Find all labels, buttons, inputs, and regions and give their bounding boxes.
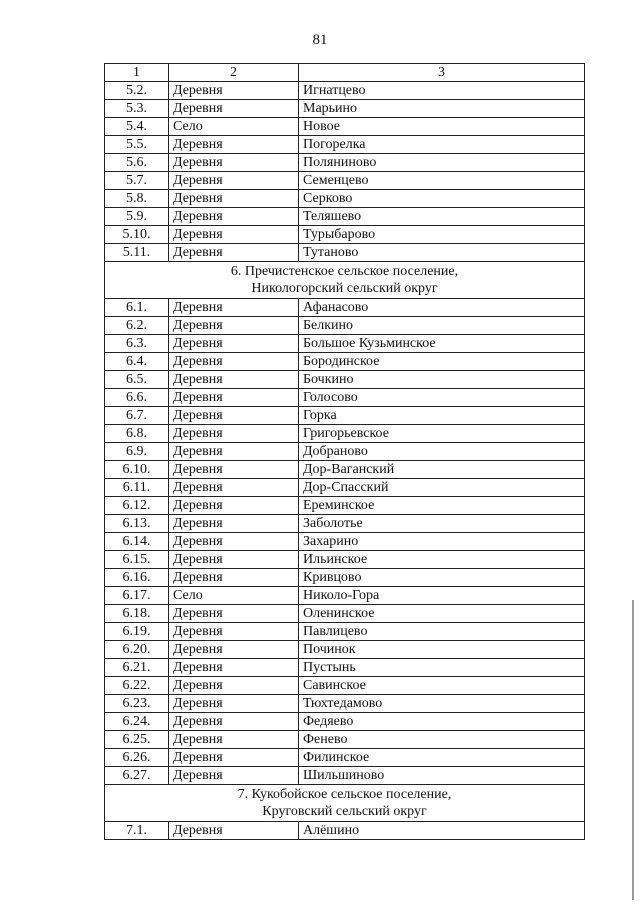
row-number: 6.13. [105,515,169,533]
settlement-name: Полянинoво [299,154,585,172]
settlement-type: Деревня [169,605,299,623]
settlement-name: Марьино [299,100,585,118]
table-row [105,677,585,695]
row-number: 5.10. [105,226,169,244]
settlement-name: Большое Кузьминское [299,335,585,353]
settlement-name: Фенево [299,731,585,749]
row-number: 6.21. [105,659,169,677]
row-number: 6.1. [105,299,169,317]
settlement-name: Игнатцево [299,82,585,100]
settlement-type: Деревня [169,136,299,154]
table-row [105,713,585,731]
settlement-name: Николо-Гора [299,587,585,605]
table-header-row [105,64,585,82]
settlement-type: Деревня [169,695,299,713]
row-number: 5.6. [105,154,169,172]
table-row [105,731,585,749]
settlement-name: Ильинское [299,551,585,569]
table-row [105,641,585,659]
section-heading-line: Круговский сельский округ [262,804,427,819]
table-row [105,407,585,425]
settlement-name: Горка [299,407,585,425]
table-row [105,118,585,136]
row-number: 6.24. [105,713,169,731]
table-row [105,371,585,389]
row-number: 6.10. [105,461,169,479]
row-number: 6.26. [105,749,169,767]
settlement-type: Деревня [169,425,299,443]
table-row [105,100,585,118]
settlement-type: Деревня [169,461,299,479]
settlement-type: Деревня [169,317,299,335]
settlement-type: Деревня [169,731,299,749]
table-row [105,317,585,335]
settlement-name: Григорьевское [299,425,585,443]
settlement-type: Деревня [169,208,299,226]
settlement-type: Деревня [169,82,299,100]
settlement-type: Деревня [169,190,299,208]
settlement-name: Шильшиново [299,767,585,785]
row-number: 6.25. [105,731,169,749]
settlement-type: Деревня [169,623,299,641]
settlement-name: Добраново [299,443,585,461]
settlement-type: Деревня [169,749,299,767]
settlement-name: Бочкино [299,371,585,389]
row-number: 6.7. [105,407,169,425]
settlement-type: Деревня [169,154,299,172]
table-row [105,822,585,840]
table-row [105,425,585,443]
settlements-table [104,63,585,840]
settlement-type: Деревня [169,767,299,785]
settlement-name: Пустынь [299,659,585,677]
settlement-name: Филинское [299,749,585,767]
settlement-name: Дор-Спасский [299,479,585,497]
table-body [105,82,585,840]
settlement-name: Павлицево [299,623,585,641]
table-row [105,443,585,461]
column-header-1: 1 [105,64,169,82]
column-header-2: 2 [169,64,299,82]
settlement-type: Деревня [169,172,299,190]
settlement-name: Теляшево [299,208,585,226]
settlement-type: Деревня [169,822,299,840]
settlement-type: Деревня [169,533,299,551]
settlement-type: Деревня [169,244,299,262]
settlement-name: Семенцево [299,172,585,190]
table-row [105,515,585,533]
table-row [105,659,585,677]
row-number: 5.7. [105,172,169,190]
row-number: 6.9. [105,443,169,461]
settlement-type: Деревня [169,100,299,118]
table-row [105,353,585,371]
settlement-type: Деревня [169,515,299,533]
settlement-name: Алёшино [299,822,585,840]
settlement-type: Деревня [169,299,299,317]
row-number: 5.11. [105,244,169,262]
settlement-name: Погорелка [299,136,585,154]
table-row [105,551,585,569]
table-row [105,497,585,515]
settlement-type: Деревня [169,713,299,731]
column-header-3: 3 [299,64,585,82]
table-row [105,208,585,226]
settlement-type: Деревня [169,407,299,425]
settlement-name: Голосово [299,389,585,407]
row-number: 6.18. [105,605,169,623]
row-number: 6.16. [105,569,169,587]
section-heading [105,262,585,299]
settlement-type: Деревня [169,443,299,461]
settlement-name: Ереминское [299,497,585,515]
settlement-name: Савинское [299,677,585,695]
settlement-type: Деревня [169,659,299,677]
row-number: 6.4. [105,353,169,371]
table-row [105,587,585,605]
row-number: 6.23. [105,695,169,713]
row-number: 6.17. [105,587,169,605]
table-row [105,226,585,244]
row-number: 5.9. [105,208,169,226]
table-row [105,569,585,587]
settlement-name: Федяево [299,713,585,731]
table-row [105,190,585,208]
settlement-type: Деревня [169,641,299,659]
settlement-type: Деревня [169,371,299,389]
settlement-type: Деревня [169,497,299,515]
table-row [105,136,585,154]
settlement-type: Деревня [169,335,299,353]
table-row [105,389,585,407]
table-row [105,767,585,785]
row-number: 6.6. [105,389,169,407]
row-number: 7.1. [105,822,169,840]
row-number: 6.19. [105,623,169,641]
settlement-name: Афанасово [299,299,585,317]
section-heading [105,785,585,822]
settlement-type: Деревня [169,569,299,587]
table-row [105,299,585,317]
settlement-name: Турыбарово [299,226,585,244]
settlement-name: Серково [299,190,585,208]
settlement-name: Белкино [299,317,585,335]
settlement-name: Починок [299,641,585,659]
row-number: 6.3. [105,335,169,353]
table-row [105,749,585,767]
table-row [105,335,585,353]
table-row [105,623,585,641]
settlement-name: Заболотье [299,515,585,533]
row-number: 6.27. [105,767,169,785]
section-heading-row [105,262,585,299]
row-number: 5.5. [105,136,169,154]
settlement-name: Дор-Ваганский [299,461,585,479]
settlement-name: Кривцово [299,569,585,587]
row-number: 5.3. [105,100,169,118]
table-row [105,82,585,100]
table-row [105,172,585,190]
row-number: 5.4. [105,118,169,136]
section-heading-line: Никологорский сельский округ [251,281,438,296]
settlement-name: Новое [299,118,585,136]
settlement-name: Тюхтедамово [299,695,585,713]
table-row [105,244,585,262]
table-row [105,479,585,497]
page-number: 81 [312,32,328,48]
settlement-type: Деревня [169,226,299,244]
row-number: 6.12. [105,497,169,515]
settlement-name: Захарино [299,533,585,551]
settlement-type: Село [169,587,299,605]
row-number: 5.2. [105,82,169,100]
row-number: 6.15. [105,551,169,569]
row-number: 6.8. [105,425,169,443]
row-number: 5.8. [105,190,169,208]
section-heading-line: 7. Кукобойское сельское поселение, [237,787,452,802]
table-row [105,461,585,479]
row-number: 6.20. [105,641,169,659]
table-row [105,154,585,172]
settlement-type: Село [169,118,299,136]
settlement-name: Тутаново [299,244,585,262]
settlement-name: Бородинское [299,353,585,371]
settlement-type: Деревня [169,389,299,407]
settlement-type: Деревня [169,353,299,371]
settlement-name: Оленинское [299,605,585,623]
settlement-type: Деревня [169,479,299,497]
row-number: 6.5. [105,371,169,389]
section-heading-row [105,785,585,822]
section-heading-line: 6. Пречистенское сельское поселение, [230,264,459,279]
table-row [105,533,585,551]
row-number: 6.14. [105,533,169,551]
table-row [105,695,585,713]
row-number: 6.22. [105,677,169,695]
scan-edge-mark [632,600,634,900]
table-row [105,605,585,623]
settlement-type: Деревня [169,677,299,695]
row-number: 6.11. [105,479,169,497]
settlement-type: Деревня [169,551,299,569]
row-number: 6.2. [105,317,169,335]
